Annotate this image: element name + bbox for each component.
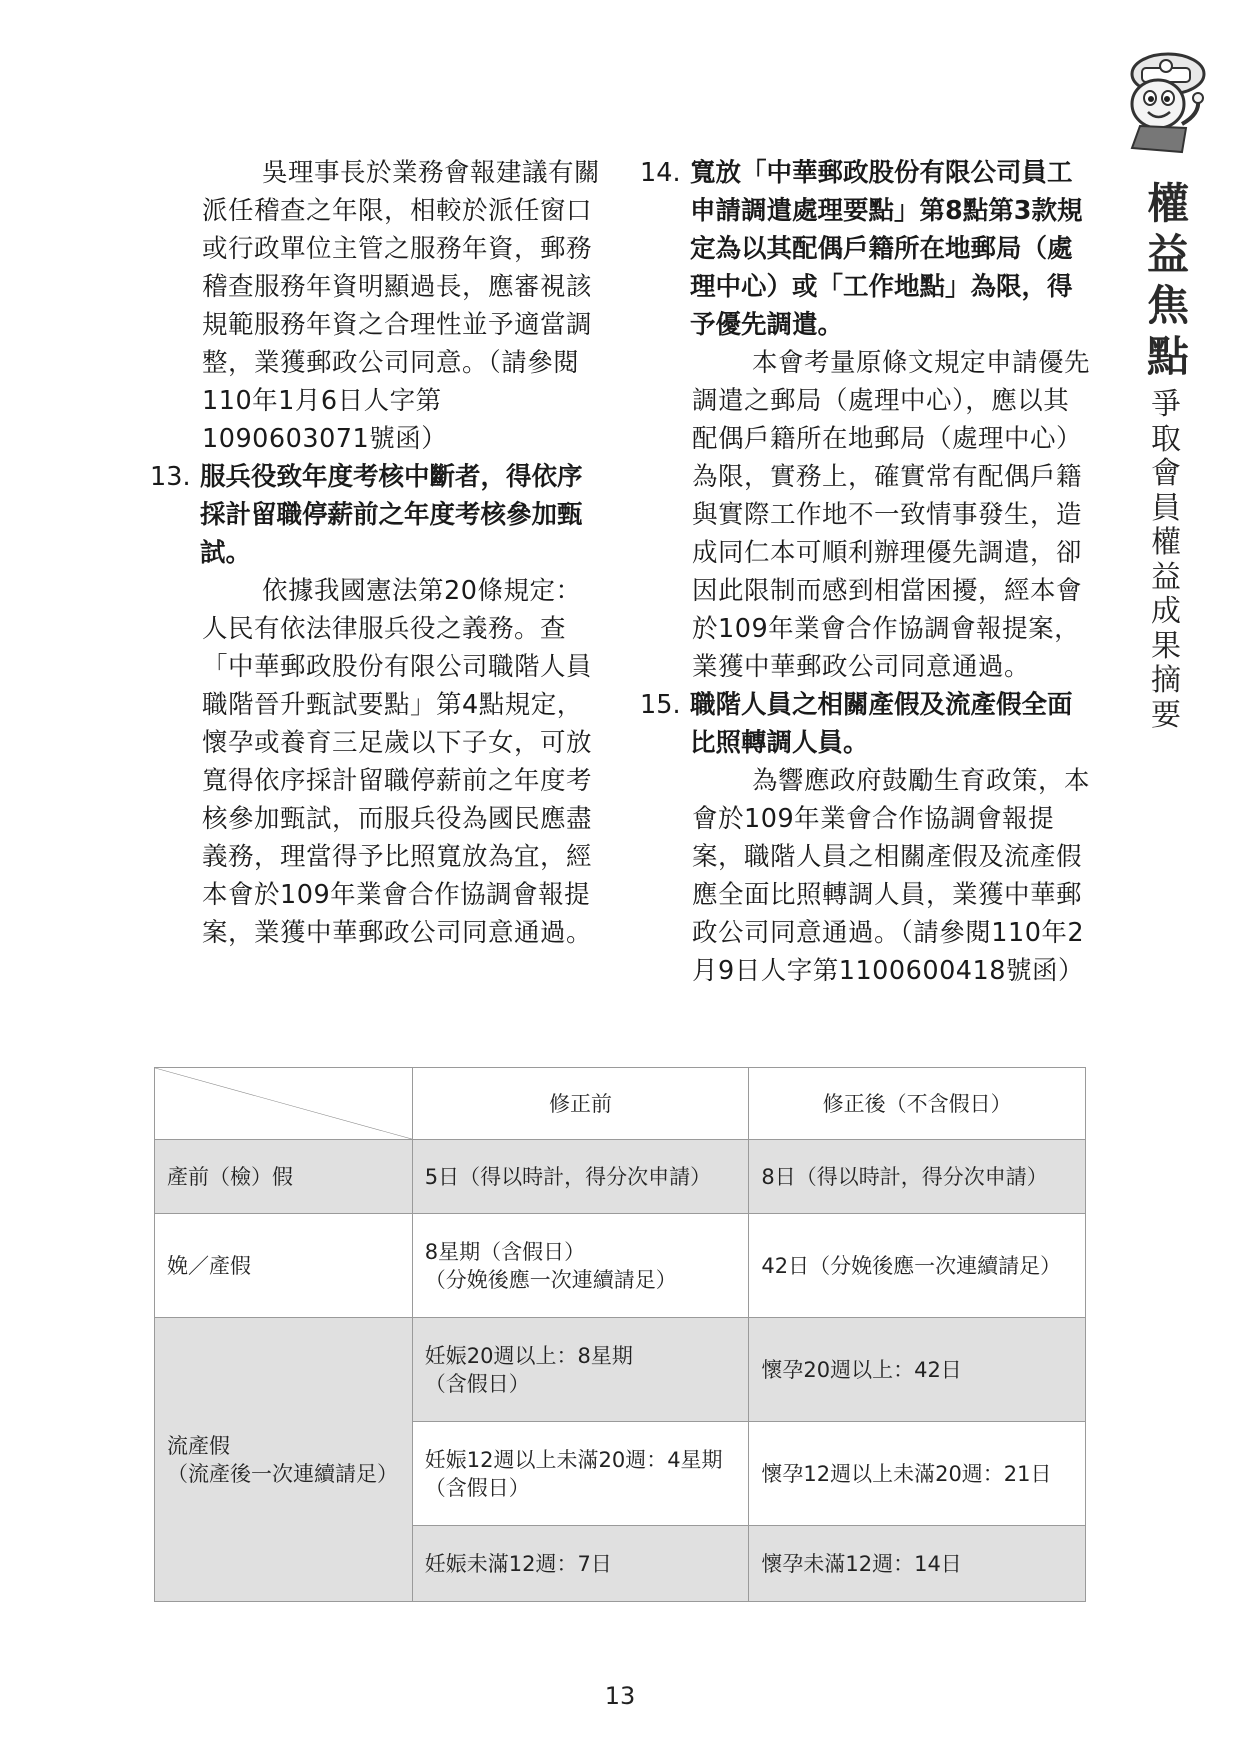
- row-label-miscarriage: 流產假 （流產後一次連續請足）: [155, 1318, 413, 1602]
- table-header-row: [155, 1068, 1086, 1140]
- item14-heading: [640, 154, 1090, 344]
- left-column: [150, 154, 600, 952]
- column-header-before: 修正前: [412, 1068, 749, 1140]
- item13-body: 依據我國憲法第20條規定：人民有依法律服兵役之義務。查「中華郵政股份有限公司職階人員職階晉升甄試要點」第4點規定，懷孕或養育三足歲以下子女，可放寬得依序採計留職停薪前之年度考核參加甄試，而服兵役為國民應盡義務，理當得予比照寬放為宜，經本會於109年業會合作協調會報提案，業獲中華郵政公司同意通過。: [202, 576, 593, 948]
- section-subtitle-char: 摘: [1151, 663, 1181, 698]
- cell-after: 8日（得以時計，得分次申請）: [749, 1140, 1086, 1214]
- section-subtitle-char: 權: [1151, 525, 1181, 560]
- table-row: [155, 1214, 1086, 1318]
- table-corner-diagonal-cell: [155, 1068, 413, 1140]
- leave-comparison-table: [154, 1067, 1086, 1602]
- cell-after: 懷孕12週以上未滿20週：21日: [749, 1422, 1086, 1526]
- cell-after: 懷孕未滿12週：14日: [749, 1526, 1086, 1602]
- item14-body: 本會考量原條文規定申請優先調遣之郵局（處理中心），應以其配偶戶籍所在地郵局（處理中心）為限，實務上，確實常有配偶戶籍與實際工作地不一致情事發生，造成同仁本可順利辦理優先調遣，卻因此限制而感到相當困擾，經本會於109年業會合作協調會報提案，業獲中華郵政公司同意通過。: [692, 348, 1091, 682]
- section-subtitle-char: 員: [1151, 490, 1181, 526]
- cell-before: 8星期（含假日） （分娩後應一次連續請足）: [412, 1214, 749, 1318]
- table-row: [155, 1318, 1086, 1422]
- diagonal-line: [155, 1068, 412, 1139]
- item15-body: 為響應政府鼓勵生育政策，本會於109年業會合作協調會報提案，職階人員之相關產假及流產假應全面比照轉調人員，業獲中華郵政公司同意通過。（請參閱110年2月9日人字第1100600418號函）: [692, 766, 1091, 986]
- section-title-char: 權: [1146, 179, 1189, 228]
- section-subtitle-char: 會: [1151, 456, 1181, 491]
- section-title-vertical: [1140, 178, 1196, 382]
- section-subtitle-char: 益: [1151, 559, 1181, 595]
- section-title-char: 焦: [1146, 281, 1189, 330]
- item15-title: 職階人員之相關產假及流產假全面比照轉調人員。: [690, 690, 1073, 758]
- cell-before: 妊娠20週以上：8星期 （含假日）: [412, 1318, 749, 1422]
- item13-title: 服兵役致年度考核中斷者，得依序採計留職停薪前之年度考核參加甄試。: [200, 462, 583, 568]
- section-title-char: 益: [1146, 230, 1189, 279]
- right-column: [640, 154, 1090, 990]
- section-subtitle-char: 取: [1151, 421, 1181, 457]
- item13-number: 13.: [150, 462, 191, 492]
- section-subtitle-char: 果: [1151, 628, 1181, 664]
- column-header-after: 修正後（不含假日）: [749, 1068, 1086, 1140]
- table-row: [155, 1140, 1086, 1214]
- section-subtitle-char: 要: [1151, 697, 1181, 733]
- page-number: 13: [604, 1682, 636, 1710]
- cell-before: 妊娠未滿12週：7日: [412, 1526, 749, 1602]
- section-subtitle-char: 爭: [1151, 387, 1181, 422]
- item14-title: 寬放「中華郵政股份有限公司員工申請調遣處理要點」第8點第3款規定為以其配偶戶籍所在地郵局（處理中心）或「工作地點」為限，得予優先調遣。: [690, 158, 1083, 340]
- item15-heading: [640, 686, 1090, 762]
- cell-before: 妊娠12週以上未滿20週：4星期（含假日）: [412, 1422, 749, 1526]
- item15-number: 15.: [640, 690, 681, 720]
- item13-heading: [150, 458, 600, 572]
- section-subtitle-char: 成: [1151, 594, 1181, 629]
- item14-number: 14.: [640, 158, 681, 188]
- cell-after: 懷孕20週以上：42日: [749, 1318, 1086, 1422]
- section-title-char: 點: [1146, 332, 1189, 381]
- item12-continuation-paragraph: 吳理事長於業務會報建議有關派任稽查之年限，相較於派任窗口或行政單位主管之服務年資，郵務稽查服務年資明顯過長，應審視該規範服務年資之合理性並予適當調整，業獲郵政公司同意。（請參閱110年1月6日人字第1090603071號函）: [202, 158, 601, 454]
- section-subtitle-vertical: [1148, 388, 1184, 733]
- row-label: 娩／產假: [155, 1214, 413, 1318]
- cell-before: 5日（得以時計，得分次申請）: [412, 1140, 749, 1214]
- row-label: 產前（檢）假: [155, 1140, 413, 1214]
- cell-after: 42日（分娩後應一次連續請足）: [749, 1214, 1086, 1318]
- postal-mascot-illustration: [1112, 48, 1212, 156]
